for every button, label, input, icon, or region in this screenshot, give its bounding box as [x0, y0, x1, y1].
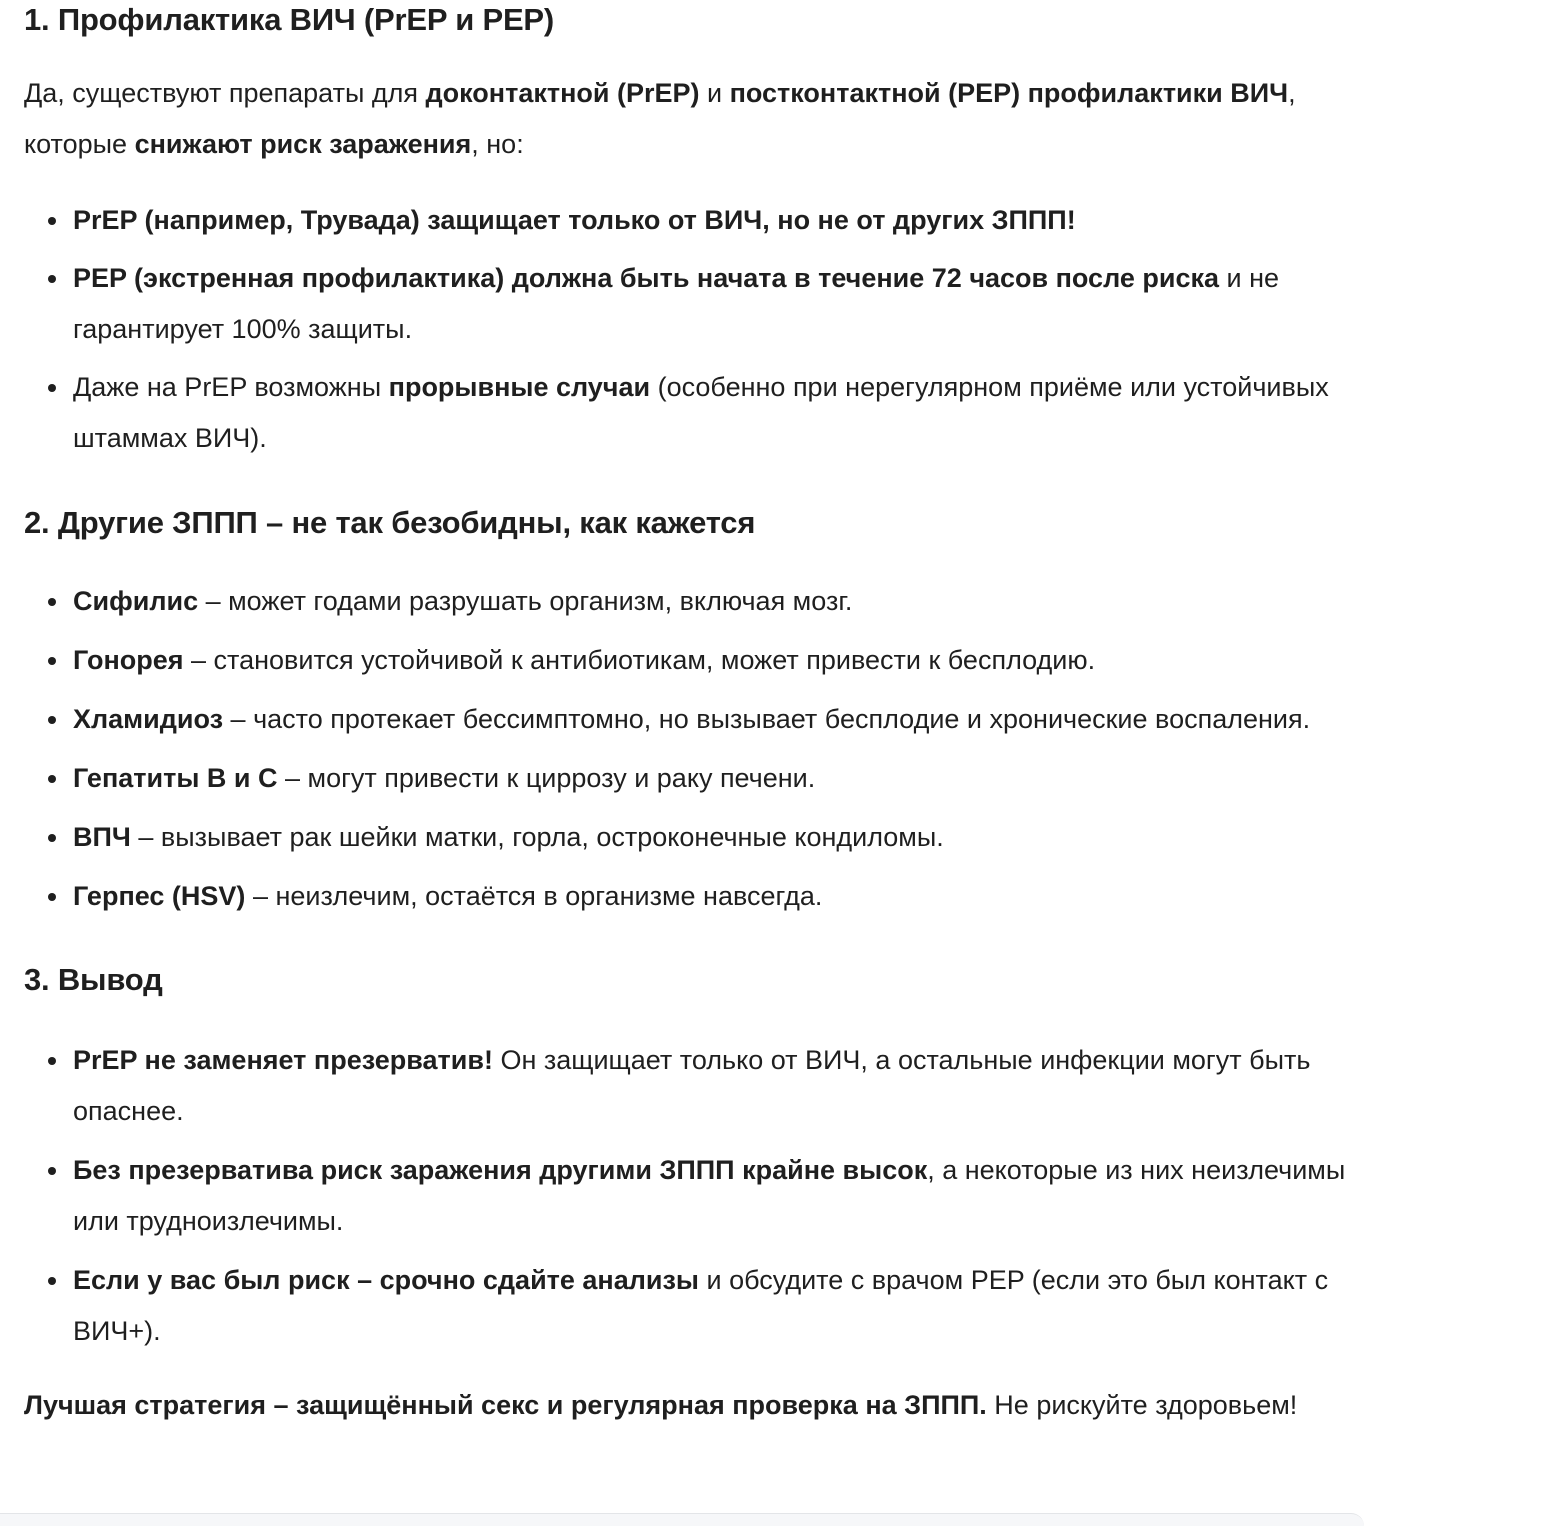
text-run-bold: снижают риск заражения	[134, 129, 472, 159]
section-heading-hiv-prophylaxis: 1. Профилактика ВИЧ (PrEP и PEP)	[24, 2, 555, 37]
text-run: – неизлечим, остаётся в организме навсегда.	[245, 881, 823, 911]
text-run-bold: Без презерватива риск заражения другими ЗППП крайне высок	[73, 1155, 928, 1185]
section-heading-other-stis: 2. Другие ЗППП – не так безобидны, как кажется	[24, 505, 756, 540]
text-run: (особенно при нерегулярном приёме или устойчивых штаммах ВИЧ).	[73, 372, 1329, 453]
text-run-bold: PEP (экстренная профилактика) должна быть начата в течение 72 часов после риска	[73, 263, 1220, 293]
text-run-bold: Если у вас был риск – срочно сдайте анализы	[73, 1265, 699, 1295]
text-run: – часто протекает бессимптомно, но вызывает бесплодие и хронические воспаления.	[223, 704, 1311, 734]
closing-paragraph	[24, 1380, 1364, 1431]
text-run: – становится устойчивой к антибиотикам, может привести к бесплодию.	[183, 645, 1096, 675]
list-item	[73, 753, 1364, 804]
list-item	[73, 576, 1364, 627]
text-run: Даже на PrEP возможны	[73, 372, 389, 402]
text-run: , но:	[471, 129, 524, 159]
message-content	[24, 0, 1364, 1431]
bullet-list	[24, 195, 1364, 464]
text-run-bold: ВПЧ	[73, 822, 131, 852]
text-run: Не рискуйте здоровьем!	[986, 1390, 1298, 1420]
list-item	[73, 694, 1364, 745]
composer-panel-edge	[0, 1513, 1364, 1526]
text-run: Да, существуют препараты для	[24, 78, 426, 108]
text-run: , а некоторые из них неизлечимы или трудноизлечимы.	[73, 1155, 1346, 1236]
text-run-bold: Лучшая стратегия – защищённый секс и регулярная проверка на ЗППП.	[24, 1390, 987, 1420]
text-run: и обсудите с врачом PEP (если это был контакт с ВИЧ+).	[73, 1265, 1329, 1346]
list-item	[73, 1255, 1364, 1357]
section-intro-paragraph	[24, 68, 1364, 170]
text-run-bold: PrEP не заменяет презерватив!	[73, 1045, 493, 1075]
text-run-bold: PrEP (например, Трувада) защищает только от ВИЧ, но не от других ЗППП!	[73, 205, 1076, 235]
text-run-bold: Гонорея	[73, 645, 184, 675]
text-run-bold: Хламидиоз	[73, 704, 224, 734]
list-item	[73, 871, 1364, 922]
text-run: – может годами разрушать организм, включая мозг.	[198, 586, 853, 616]
text-run-bold: Герпес (HSV)	[73, 881, 246, 911]
list-item	[73, 1145, 1364, 1247]
bullet-list	[24, 1035, 1364, 1357]
text-run: Он защищает только от ВИЧ, а остальные инфекции могут быть опаснее.	[73, 1045, 1311, 1126]
list-item	[73, 812, 1364, 863]
bullet-list	[24, 576, 1364, 922]
list-item	[73, 253, 1364, 355]
list-item	[73, 195, 1364, 246]
text-run: – вызывает рак шейки матки, горла, остроконечные кондиломы.	[130, 822, 944, 852]
text-run-bold: Сифилис	[73, 586, 199, 616]
text-run: – могут привести к циррозу и раку печени.	[277, 763, 816, 793]
text-run: и	[699, 78, 730, 108]
text-run: , которые	[24, 78, 1296, 159]
list-item	[73, 1035, 1364, 1137]
list-item	[73, 635, 1364, 686]
text-run-bold: постконтактной (PEP) профилактики ВИЧ	[729, 78, 1289, 108]
text-run: и не гарантирует 100% защиты.	[73, 263, 1280, 344]
list-item	[73, 362, 1364, 464]
text-run-bold: Гепатиты B и C	[73, 763, 278, 793]
text-run-bold: прорывные случаи	[388, 372, 651, 402]
text-run-bold: доконтактной (PrEP)	[425, 78, 700, 108]
section-heading-conclusion: 3. Вывод	[24, 962, 163, 997]
